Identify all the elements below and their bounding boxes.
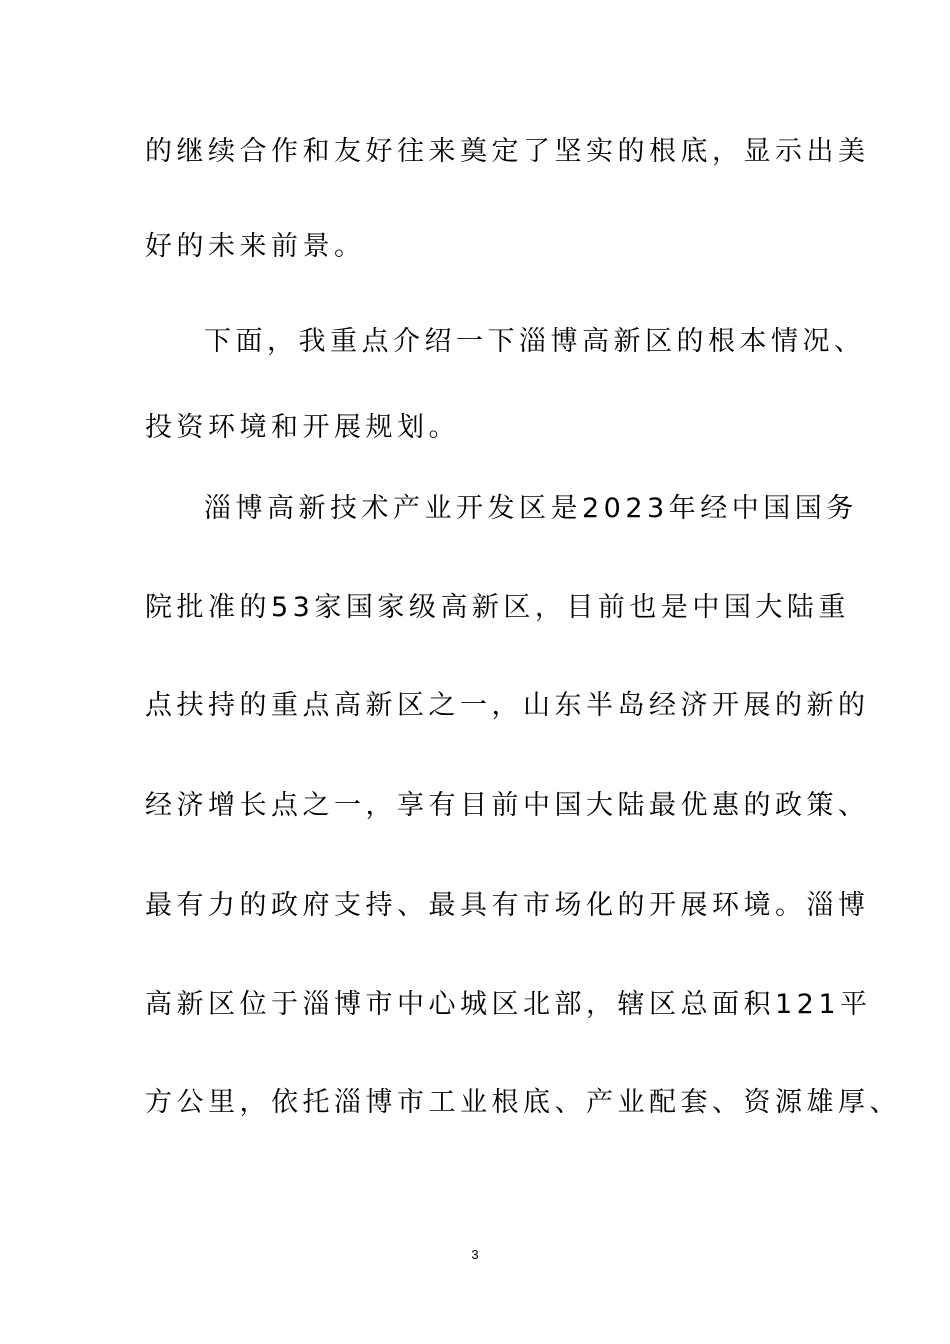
page-number: 3 [471, 1247, 479, 1262]
text-line-7: 点扶持的重点高新区之一，山东半岛经济开展的新的 [145, 690, 870, 721]
text-line-6: 院批准的53家国家级高新区，目前也是中国大陆重 [145, 592, 850, 623]
text-line-8: 经济增长点之一，享有目前中国大陆最优惠的政策、 [145, 790, 870, 821]
text-line-3: 下面，我重点介绍一下淄博高新区的根本情况、 [204, 326, 866, 357]
text-line-9: 最有力的政府支持、最具有市场化的开展环境。淄博 [145, 890, 870, 921]
text-line-2: 好的未来前景。 [145, 231, 366, 262]
text-line-5: 淄博高新技术产业开发区是2023年经中国国务 [204, 493, 858, 524]
text-line-1: 的继续合作和友好往来奠定了坚实的根底，显示出美 [145, 136, 870, 167]
text-line-11: 方公里，依托淄博市工业根底、产业配套、资源雄厚、 [145, 1087, 901, 1118]
text-line-4: 投资环境和开展规划。 [145, 412, 460, 443]
text-line-10: 高新区位于淄博市中心城区北部，辖区总面积121平 [145, 989, 872, 1020]
